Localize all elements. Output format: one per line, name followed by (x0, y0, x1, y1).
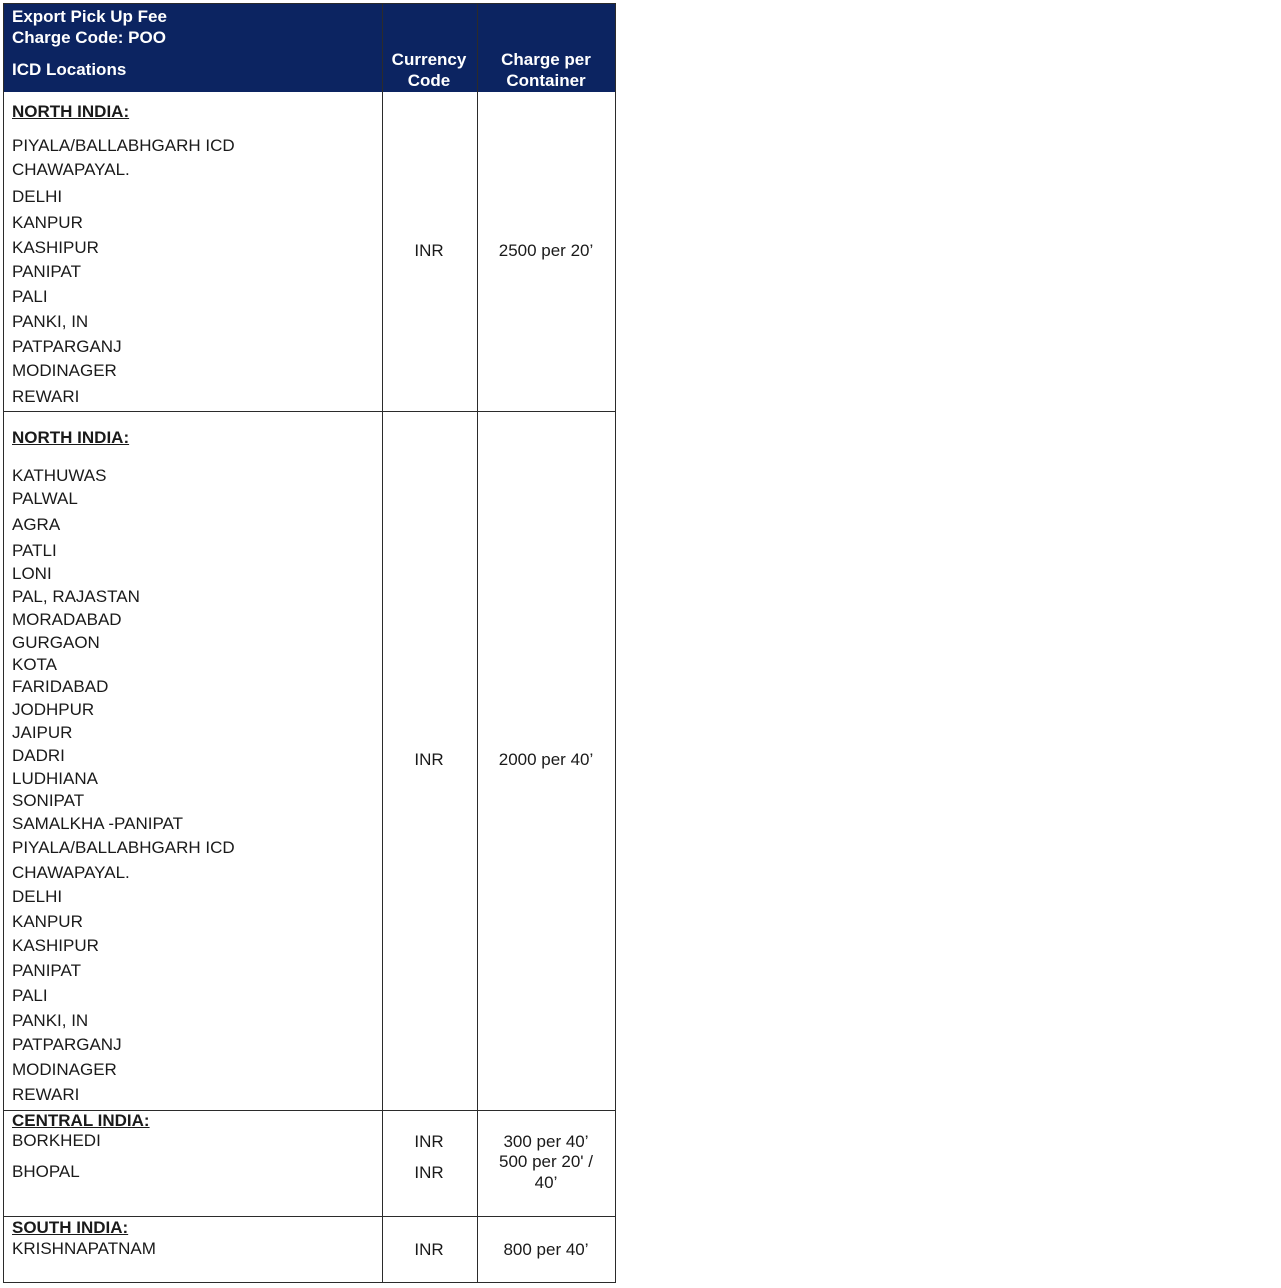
column-header-currency: Currency Code (391, 50, 467, 90)
location-item: PANIPAT (12, 262, 81, 281)
location-item: PAL, RAJASTAN (12, 587, 140, 606)
row-divider (4, 1216, 615, 1217)
location-item: LUDHIANA (12, 769, 98, 788)
location-item: KOTA (12, 655, 58, 674)
location-item: PALWAL (12, 489, 78, 508)
location-item: CHAWAPAYAL. (12, 160, 130, 179)
region-heading: NORTH INDIA: (12, 428, 130, 447)
column-header-icd-locations: ICD Locations (12, 60, 127, 79)
location-item: PATPARGANJ (12, 1035, 122, 1054)
column-divider (477, 4, 478, 1282)
charges-table (3, 3, 616, 1283)
charge-value: 2500 per 20’ (498, 241, 594, 260)
location-item: PANKI, IN (12, 312, 89, 331)
currency-code: INR (414, 1163, 444, 1182)
column-header-charge: Charge per Container (501, 50, 591, 90)
region-heading: CENTRAL INDIA: (12, 1111, 150, 1130)
location-item: REWARI (12, 1085, 80, 1104)
charge-value: 300 per 40’ (503, 1132, 589, 1151)
location-item: PIYALA/BALLABHGARH ICD (12, 838, 235, 857)
currency-code: INR (414, 750, 444, 769)
location-item: PALI (12, 287, 48, 306)
charge-code: Charge Code: POO (12, 28, 166, 47)
location-item: MODINAGER (12, 361, 117, 380)
location-item: KASHIPUR (12, 936, 99, 955)
region-heading: SOUTH INDIA: (12, 1218, 129, 1237)
location-item: KANPUR (12, 213, 83, 232)
column-divider (382, 4, 383, 1282)
location-item: SAMALKHA -PANIPAT (12, 814, 183, 833)
location-item: KATHUWAS (12, 466, 107, 485)
location-item: LONI (12, 564, 52, 583)
location-item: JODHPUR (12, 700, 95, 719)
location-item: PANIPAT (12, 961, 81, 980)
currency-code: INR (414, 1240, 444, 1259)
location-item: JAIPUR (12, 723, 73, 742)
location-item: BHOPAL (12, 1162, 80, 1181)
location-item: MORADABAD (12, 610, 122, 629)
location-item: KRISHNAPATNAM (12, 1239, 156, 1258)
table-header (4, 4, 615, 92)
row-divider (4, 411, 615, 412)
location-item: REWARI (12, 387, 80, 406)
currency-code: INR (414, 1132, 444, 1151)
region-heading: NORTH INDIA: (12, 102, 130, 121)
location-item: KASHIPUR (12, 238, 99, 257)
location-item: DELHI (12, 187, 63, 206)
location-item: PIYALA/BALLABHGARH ICD (12, 136, 235, 155)
charge-value: 2000 per 40’ (498, 750, 594, 769)
location-item: MODINAGER (12, 1060, 117, 1079)
location-item: SONIPAT (12, 791, 85, 810)
location-item: PATPARGANJ (12, 337, 122, 356)
location-item: PALI (12, 986, 48, 1005)
location-item: KANPUR (12, 912, 83, 931)
location-item: CHAWAPAYAL. (12, 863, 130, 882)
location-item: FARIDABAD (12, 677, 109, 696)
location-item: PANKI, IN (12, 1011, 89, 1030)
charge-value: 800 per 40’ (503, 1240, 589, 1259)
charge-value: 500 per 20' / 40’ (499, 1152, 593, 1192)
location-item: DELHI (12, 887, 63, 906)
location-item: AGRA (12, 515, 61, 534)
currency-code: INR (414, 241, 444, 260)
location-item: GURGAON (12, 633, 100, 652)
location-item: DADRI (12, 746, 65, 765)
table-title: Export Pick Up Fee (12, 7, 167, 26)
location-item: BORKHEDI (12, 1131, 101, 1150)
location-item: PATLI (12, 541, 57, 560)
